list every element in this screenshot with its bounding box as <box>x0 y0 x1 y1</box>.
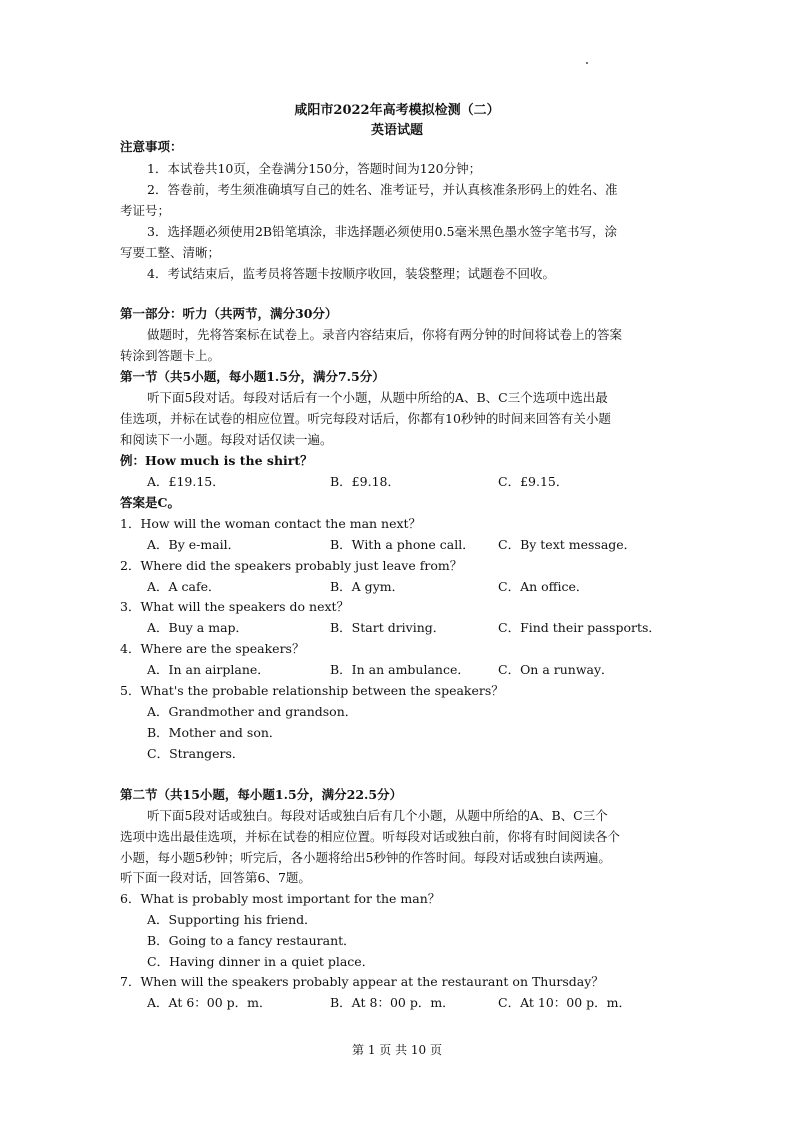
question-5: 5．What's the probable relationship between the speakers？ <box>120 683 504 698</box>
question-4-option-c: C．On a runway． <box>498 662 614 677</box>
scan-dot <box>586 62 588 64</box>
example-answer: 答案是C。 <box>120 495 180 510</box>
notice-line: 4．考试结束后，监考员将答题卡按顺序收回，装袋整理；试题卷不回收。 <box>147 266 555 281</box>
exam-title: 咸阳市2022年高考模拟检测（二） <box>294 103 500 118</box>
part1-intro: 做题时，先将答案标在试卷上。录音内容结束后，你将有两分钟的时间将试卷上的答案 <box>147 327 623 342</box>
section1-intro: 佳选项，并标在试卷的相应位置。听完每段对话后，你都有10秒钟的时间来回答有关小题 <box>120 411 611 426</box>
example-option-a: A．£19.15． <box>147 474 225 489</box>
section2-heading: 第二节（共15小题，每小题1.5分，满分22.5分） <box>120 787 403 802</box>
question-6: 6．What is probably most important for the man？ <box>120 891 441 906</box>
question-3-option-b: B．Start driving． <box>330 620 446 635</box>
section2-intro: 选项中选出最佳选项，并标在试卷的相应位置。听每段对话或独白前，你将有时间阅读各个 <box>120 829 621 844</box>
section1-intro: 听下面5段对话。每段对话后有一个小题，从题中所给的A、B、C三个选项中选出最 <box>147 390 608 405</box>
notice-line: 1．本试卷共10页，全卷满分150分，答题时间为120分钟； <box>147 161 482 176</box>
question-3-option-c: C．Find their passports． <box>498 620 661 635</box>
question-5-option-b: B．Mother and son． <box>147 725 282 740</box>
question-7: 7．When will the speakers probably appear at the restaurant on Thursday？ <box>120 974 604 989</box>
notice-line: 考证号； <box>120 203 171 218</box>
question-1-option-c: C．By text message． <box>498 537 637 552</box>
question-7-option-c: C．At 10：00 p．m． <box>498 995 632 1010</box>
question-2-option-c: C．An office． <box>498 579 589 594</box>
section1-intro: 和阅读下一小题。每段对话仅读一遍。 <box>120 432 333 447</box>
question-3-option-a: A．Buy a map． <box>147 620 249 635</box>
question-2: 2．Where did the speakers probably just leave from？ <box>120 558 463 573</box>
page-number: 第 1 页 共 10 页 <box>352 1043 442 1057</box>
question-1-option-b: B．With a phone call． <box>330 537 475 552</box>
question-7-option-a: A．At 6：00 p．m． <box>147 995 272 1010</box>
question-6-option-a: A．Supporting his friend． <box>147 912 317 927</box>
notice-heading: 注意事项： <box>120 139 183 154</box>
question-2-option-b: B．A gym． <box>330 579 405 594</box>
example-option-b: B．£9.18． <box>330 474 400 489</box>
example-question: 例：How much is the shirt？ <box>120 453 313 468</box>
question-4: 4．Where are the speakers？ <box>120 641 305 656</box>
question-1: 1．How will the woman contact the man next？ <box>120 516 422 531</box>
section2-intro: 听下面一段对话，回答第6、7题。 <box>120 870 311 885</box>
notice-line: 3．选择题必须使用2B铅笔填涂，非选择题必须使用0.5毫米黑色墨水签字笔书写，涂 <box>147 224 617 239</box>
section1-heading: 第一节（共5小题，每小题1.5分，满分7.5分） <box>120 369 385 384</box>
exam-subtitle: 英语试题 <box>370 123 423 138</box>
question-6-option-c: C．Having dinner in a quiet place． <box>147 954 375 969</box>
notice-line: 2．答卷前，考生须准确填写自己的姓名、准考证号，并认真核准条形码上的姓名、准 <box>147 182 618 197</box>
question-7-option-b: B．At 8：00 p．m． <box>330 995 455 1010</box>
question-6-option-b: B．Going to a fancy restaurant． <box>147 933 356 948</box>
section2-intro: 小题，每小题5秒钟；听完后，各小题将给出5秒钟的作答时间。每段对话或独白读两遍。 <box>120 850 611 865</box>
question-2-option-a: A．A cafe． <box>147 579 221 594</box>
question-3: 3．What will the speakers do next？ <box>120 599 350 614</box>
part1-intro: 转涂到答题卡上。 <box>120 348 221 363</box>
part1-heading: 第一部分：听力（共两节，满分30分） <box>120 306 338 321</box>
question-4-option-a: A．In an airplane． <box>147 662 270 677</box>
example-option-c: C．£9.15． <box>498 474 569 489</box>
section2-intro: 听下面5段对话或独白。每段对话或独白后有几个小题，从题中所给的A、B、C三个 <box>147 808 608 823</box>
question-5-option-c: C．Strangers． <box>147 746 245 761</box>
notice-line: 写要工整、清晰； <box>120 245 221 260</box>
question-4-option-b: B．In an ambulance． <box>330 662 470 677</box>
question-1-option-a: A．By e-mail． <box>147 537 241 552</box>
question-5-option-a: A．Grandmother and grandson． <box>147 704 358 719</box>
